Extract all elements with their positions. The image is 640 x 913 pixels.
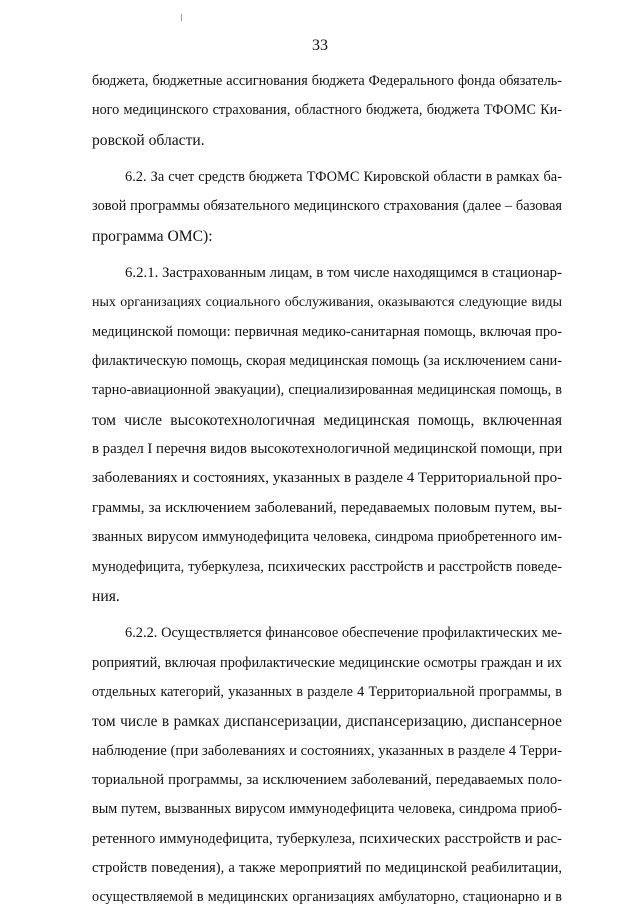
text-line: ных организациях социального обслуживания, оказываются следующие виды: [92, 295, 562, 311]
page-number: 33: [312, 37, 328, 54]
text-line: 6.2.1. Застрахованным лицам, в том числе находящимся в стационар-: [125, 265, 562, 282]
paragraph-6-2: [92, 163, 562, 251]
text-line: в раздел I перечня видов высокотехнологичной медицинской помощи, при: [92, 441, 563, 458]
text-line: званных вирусом иммунодефицита человека, синдрома приобретенного им-: [92, 529, 562, 546]
text-line: мунодефицита, туберкулеза, психических расстройств и расстройств поведе-: [92, 558, 562, 575]
text-line: том числе высокотехнологичная медицинская помощь, включенная: [92, 411, 562, 429]
text-line: тарно-авиационной эвакуации), специализированная медицинская помощь, в: [92, 382, 562, 399]
text-line: роприятий, включая профилактические медицинские осмотры граждан и их: [92, 654, 562, 671]
text-line: зовой программы обязательного медицинского страхования (далее – базовая: [92, 198, 562, 215]
text-line: 6.2. За счет средств бюджета ТФОМС Кировской области в рамках ба-: [125, 169, 562, 186]
text-line: граммы, за исключением заболеваний, передаваемых половым путем, вы-: [92, 499, 562, 516]
text-line: бюджета, бюджетные ассигнования бюджета Федерального фонда обязатель-: [92, 73, 562, 89]
text-line: ретенного иммунодефицита, туберкулеза, психических расстройств и рас-: [92, 830, 562, 847]
text-line: ровской области.: [92, 131, 205, 149]
text-line: ториальной программы, за исключением заболеваний, передаваемых поло-: [92, 771, 562, 788]
text-line: том числе в рамках диспансеризации, диспансеризацию, диспансерное: [92, 713, 562, 731]
paragraph-6-2-2: [92, 619, 562, 912]
paragraph-6-2-1: [92, 259, 562, 611]
text-line: стройств поведения), а также мероприятий по медицинской реабилитации,: [92, 859, 562, 876]
scan-artifact-mark: [181, 14, 182, 21]
text-line: 6.2.2. Осуществляется финансовое обеспечение профилактических ме-: [125, 625, 562, 642]
paragraph-1: [92, 67, 562, 155]
text-line: филактическую помощь, скорая медицинская помощь (за исключением сани-: [92, 353, 562, 370]
text-line: наблюдение (при заболеваниях и состояниях, указанных в разделе 4 Терри-: [92, 742, 562, 759]
text-line: заболеваниях и состояниях, указанных в разделе 4 Территориальной про-: [92, 470, 563, 487]
text-line: медицинской помощи: первичная медико-санитарная помощь, включая про-: [92, 323, 562, 340]
text-line: программа ОМС):: [92, 227, 213, 245]
text-line: ного медицинского страхования, областного бюджета, бюджета ТФОМС Ки-: [92, 102, 562, 119]
text-line: вым путем, вызванных вирусом иммунодефицита человека, синдрома приоб-: [92, 801, 562, 818]
text-line: ния.: [92, 587, 120, 605]
text-line: осуществляемой в медицинских организациях амбулаторно, стационарно и в: [92, 889, 562, 906]
text-line: отдельных категорий, указанных в разделе 4 Территориальной программы, в: [92, 683, 562, 700]
document-body: [92, 67, 562, 913]
